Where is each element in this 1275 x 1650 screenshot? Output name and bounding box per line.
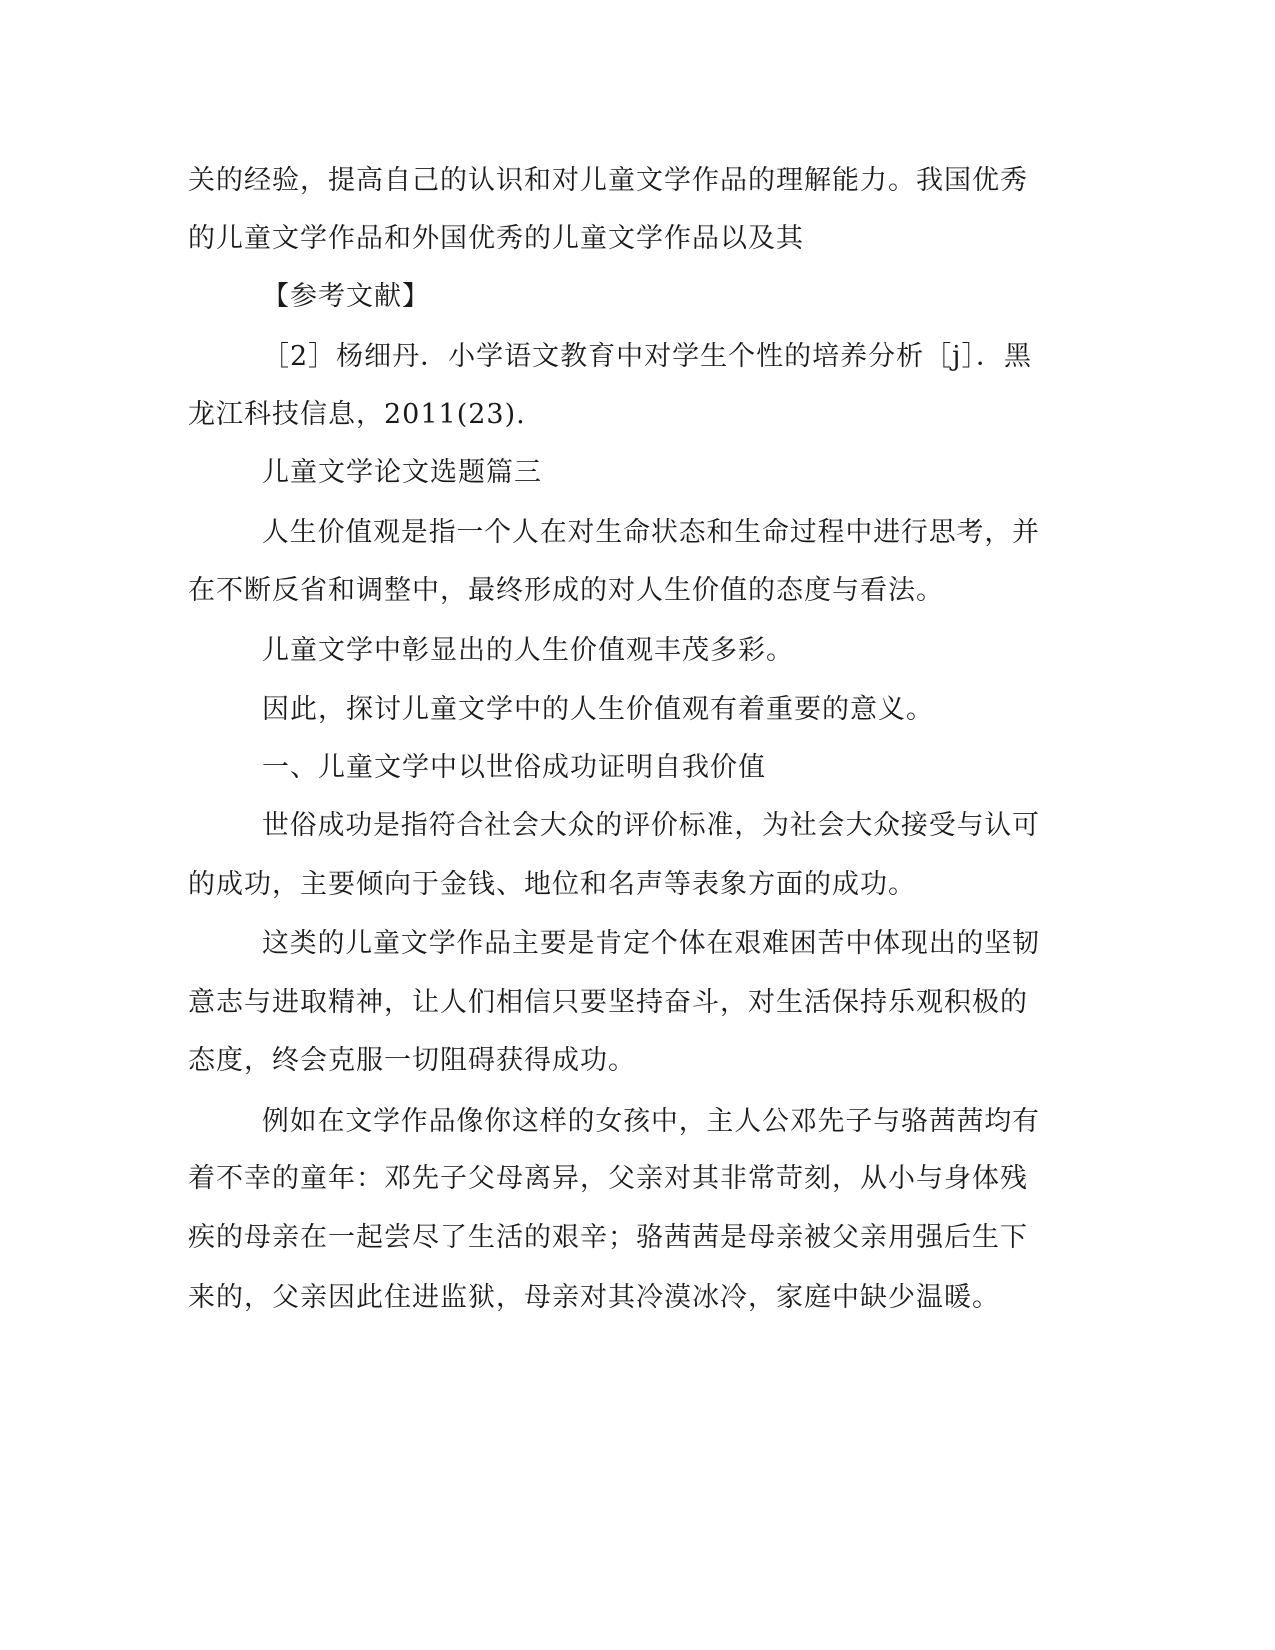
- reference-entry: ［2］杨细丹．小学语文教育中对学生个性的培养分析［j］．黑: [262, 341, 1033, 372]
- body-text-line: 疾的母亲在一起尝尽了生活的艰辛；骆茜茜是母亲被父亲用强后生下: [188, 1222, 1028, 1253]
- body-text-line: 来的，父亲因此住进监狱，母亲对其冷漠冰冷，家庭中缺少温暖。: [188, 1282, 1000, 1313]
- body-text-line: 这类的儿童文学作品主要是肯定个体在艰难困苦中体现出的坚韧: [262, 928, 1040, 959]
- subsection-heading: 一、儿童文学中以世俗成功证明自我价值: [262, 752, 766, 783]
- body-text-line: 在不断反省和调整中，最终形成的对人生价值的态度与看法。: [188, 575, 944, 606]
- section-title: 儿童文学论文选题篇三: [262, 457, 542, 488]
- body-text-line: 意志与进取精神，让人们相信只要坚持奋斗，对生活保持乐观积极的: [188, 987, 1028, 1018]
- body-text-line: 儿童文学中彰显出的人生价值观丰茂多彩。: [262, 635, 794, 666]
- body-text-line: 的儿童文学作品和外国优秀的儿童文学作品以及其: [188, 223, 804, 254]
- body-text-line: 人生价值观是指一个人在对生命状态和生命过程中进行思考，并: [262, 517, 1040, 548]
- body-text-line: 着不幸的童年：邓先子父母离异，父亲对其非常苛刻，从小与身体残: [188, 1163, 1028, 1194]
- body-text-line: 关的经验，提高自己的认识和对儿童文学作品的理解能力。我国优秀: [188, 165, 1028, 196]
- body-text-line: 世俗成功是指符合社会大众的评价标准，为社会大众接受与认可: [262, 810, 1040, 841]
- references-heading: 【参考文献】: [262, 281, 430, 312]
- body-text-line: 的成功，主要倾向于金钱、地位和名声等表象方面的成功。: [188, 869, 916, 900]
- body-text-line: 因此，探讨儿童文学中的人生价值观有着重要的意义。: [262, 694, 934, 725]
- body-text-line: 例如在文学作品像你这样的女孩中，主人公邓先子与骆茜茜均有: [262, 1106, 1040, 1137]
- reference-entry-continued: 龙江科技信息，2011(23).: [188, 399, 526, 430]
- body-text-line: 态度，终会克服一切阻碍获得成功。: [188, 1045, 636, 1076]
